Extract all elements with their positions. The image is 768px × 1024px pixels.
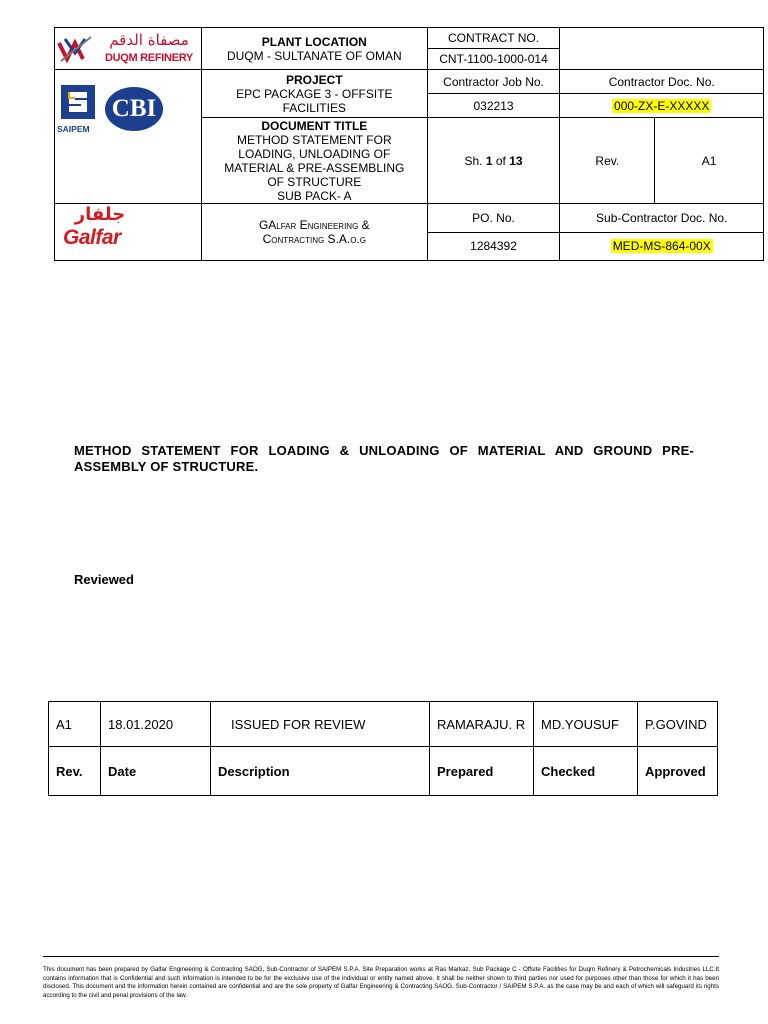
document-title-line: OF STRUCTURE [267, 174, 362, 189]
cbi-text: CBI [111, 94, 157, 122]
table-header-row [49, 747, 718, 796]
duqm-logo-cell [55, 28, 202, 70]
galfar-logo-cell [55, 204, 202, 261]
contractor-doc-label: Contractor Doc. No. [560, 70, 764, 94]
checked-cell: MD.YOUSUF [534, 702, 638, 747]
reviewed-label: Reviewed [74, 572, 134, 587]
prepared-header: Prepared [430, 747, 534, 796]
document-title-label: DOCUMENT TITLE [261, 118, 368, 133]
approved-header: Approved [638, 747, 718, 796]
approved-cell: P.GOVIND [638, 702, 718, 747]
po-label: PO. No. [427, 204, 560, 233]
description-cell: ISSUED FOR REVIEW [211, 702, 430, 747]
document-title-line: METHOD STATEMENT FOR [236, 132, 392, 147]
plant-location-value: DUQM - SULTANATE OF OMAN [226, 48, 402, 63]
document-title-line: SUB PACK- A [277, 188, 352, 203]
confidentiality-footer: This document has been prepared by Galfar Engineering & Contracting SAOG, Sub-Contractor of SAIPEM S.P.A. Site Preparation works at Ras Markaz, Sub Package C - Offsite Facilities for Duqm Refinery & Petrochemicals Industries LLC.It contains information that is Confidential and such information is intended to be for the exclusive use of the individual or entity named above. It shall be neither shown to third parties nor used for purposes other than those for which it has been disclosed. This document and the information herein contained are confidential and are the sole property of Galfar Engineering & Contracting SAOG, Sub-Contractor / SAIPEM S.P.A. as the case may be and each of which will safeguard its rights according to the civil and penal provisions of the law. [43, 966, 719, 999]
rev-label: Rev. [560, 118, 655, 204]
saipem-cbi-logo-cell [55, 70, 202, 204]
rev-header: Rev. [49, 747, 101, 796]
company-cell [202, 204, 428, 261]
description-header: Description [211, 747, 430, 796]
duqm-refinery-logo [55, 29, 201, 69]
contractor-job-value: 032213 [427, 94, 560, 118]
document-title-cell [202, 118, 428, 204]
sheet-of: of [495, 153, 506, 168]
checked-header: Checked [534, 747, 638, 796]
project-cell [202, 70, 428, 118]
plant-location-label: PLANT LOCATION [261, 34, 367, 49]
footer-divider [43, 956, 719, 957]
contract-no-value: CNT-1100-1000-014 [427, 49, 560, 70]
galfar-english-text: Galfar [63, 226, 121, 249]
galfar-arabic-text: جلفار [74, 204, 126, 225]
po-value: 1284392 [427, 232, 560, 261]
project-value: EPC PACKAGE 3 - OFFSITE FACILITIES [236, 86, 393, 115]
sheet-number: 1 [485, 153, 493, 168]
sheet-cell [427, 118, 560, 204]
company-line1: GAlfar Engineering & [258, 218, 370, 232]
subcontractor-doc-label: Sub-Contractor Doc. No. [560, 204, 764, 233]
galfar-logo [55, 204, 201, 260]
date-cell: 18.01.2020 [101, 702, 211, 747]
date-header: Date [101, 747, 211, 796]
document-header-table [54, 27, 764, 261]
subcontractor-doc-value: MED-MS-864-00X [612, 239, 711, 254]
plant-location-cell [202, 28, 428, 70]
rev-value: A1 [655, 118, 764, 204]
table-row [49, 702, 718, 747]
sheet-prefix: Sh. [464, 153, 483, 168]
sheet-total: 13 [509, 153, 523, 168]
contractor-doc-value: 000-ZX-E-XXXXX [614, 98, 710, 113]
project-label: PROJECT [285, 72, 343, 87]
company-line2: Contracting S.A.o.g [262, 232, 366, 246]
duqm-arabic-text: مصفاة الدقم [109, 30, 189, 49]
saipem-logo-icon [61, 85, 95, 119]
revision-table [48, 701, 718, 796]
contract-empty-cell [560, 28, 764, 70]
rev-cell: A1 [49, 702, 101, 747]
duqm-english-text: DUQM REFINERY [105, 51, 193, 64]
saipem-text: SAIPEM [57, 123, 90, 134]
prepared-cell: RAMARAJU. R [430, 702, 534, 747]
contractor-job-label: Contractor Job No. [427, 70, 560, 94]
contract-no-label: CONTRACT NO. [427, 28, 560, 49]
document-title-line: MATERIAL & PRE-ASSEMBLING [224, 160, 405, 175]
document-title-line: LOADING, UNLOADING OF [238, 146, 391, 161]
main-document-title: METHOD STATEMENT FOR LOADING & UNLOADING OF MATERIAL AND GROUND PRE- ASSEMBLY OF STRUCTURE. [74, 443, 694, 474]
